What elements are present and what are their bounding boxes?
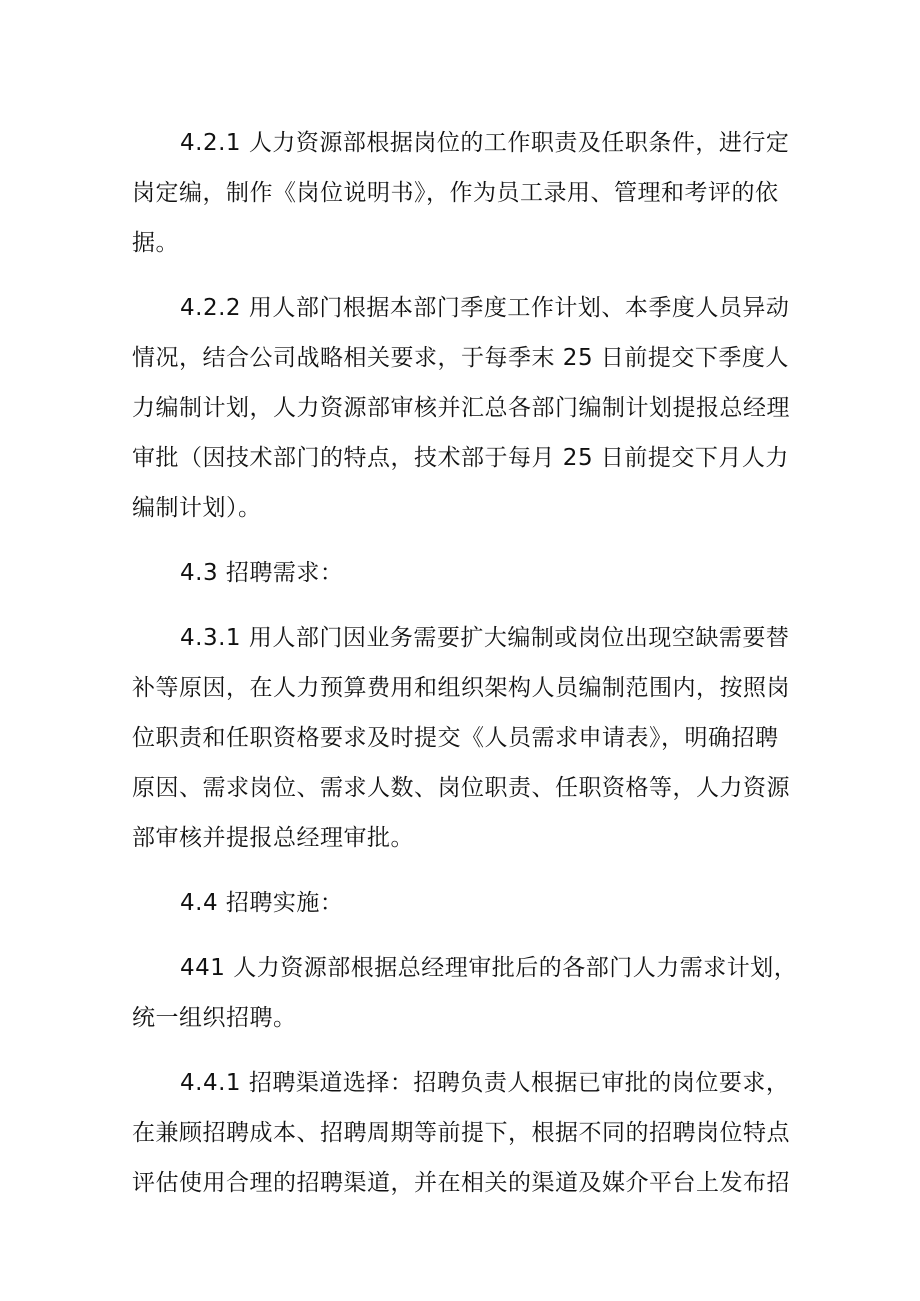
text-line: 原因、需求岗位、需求人数、岗位职责、任职资格等，人力资源 [132,775,790,801]
text-line: 补等原因，在人力预算费用和组织架构人员编制范围内，按照岗 [132,675,790,701]
text-line: 统一组织招聘。 [132,1005,297,1031]
text-line: 审批（因技术部门的特点，技术部于每月 25 日前提交下月人力 [132,445,789,471]
text-line: 据。 [132,230,179,256]
text-line: 评估使用合理的招聘渠道，并在相关的渠道及媒介平台上发布招 [132,1170,790,1196]
section-heading: 4.3 招聘需求： [180,560,344,586]
text-line: 4.2.1 人力资源部根据岗位的工作职责及任职条件，进行定 [180,130,790,156]
text-line: 岗定编，制作《岗位说明书》，作为员工录用、管理和考评的依 [132,180,779,206]
text-line: 4.4.1 招聘渠道选择：招聘负责人根据已审批的岗位要求， [180,1070,790,1096]
section-heading-4-4 [132,878,792,928]
paragraph-4-3-1 [132,613,792,863]
section-heading: 4.4 招聘实施： [180,890,344,916]
text-line: 力编制计划，人力资源部审核并汇总各部门编制计划提报总经理 [132,395,790,421]
text-line: 位职责和任职资格要求及时提交《人员需求申请表》，明确招聘 [132,725,779,751]
text-line: 情况，结合公司战略相关要求，于每季末 25 日前提交下季度人 [132,345,789,371]
text-line: 部审核并提报总经理审批。 [132,825,414,851]
text-line: 441 人力资源部根据总经理审批后的各部门人力需求计划， [180,955,798,981]
paragraph-441 [132,943,798,1043]
paragraph-4-2-1 [132,118,792,268]
text-line: 在兼顾招聘成本、招聘周期等前提下，根据不同的招聘岗位特点 [132,1120,790,1146]
paragraph-4-2-2 [132,283,792,533]
text-line: 编制计划）。 [132,495,262,521]
paragraph-4-4-1 [132,1058,792,1208]
section-heading-4-3 [132,548,792,598]
document-body [132,118,798,1208]
text-line: 4.3.1 用人部门因业务需要扩大编制或岗位出现空缺需要替 [180,625,790,651]
text-line: 4.2.2 用人部门根据本部门季度工作计划、本季度人员异动 [180,295,790,321]
